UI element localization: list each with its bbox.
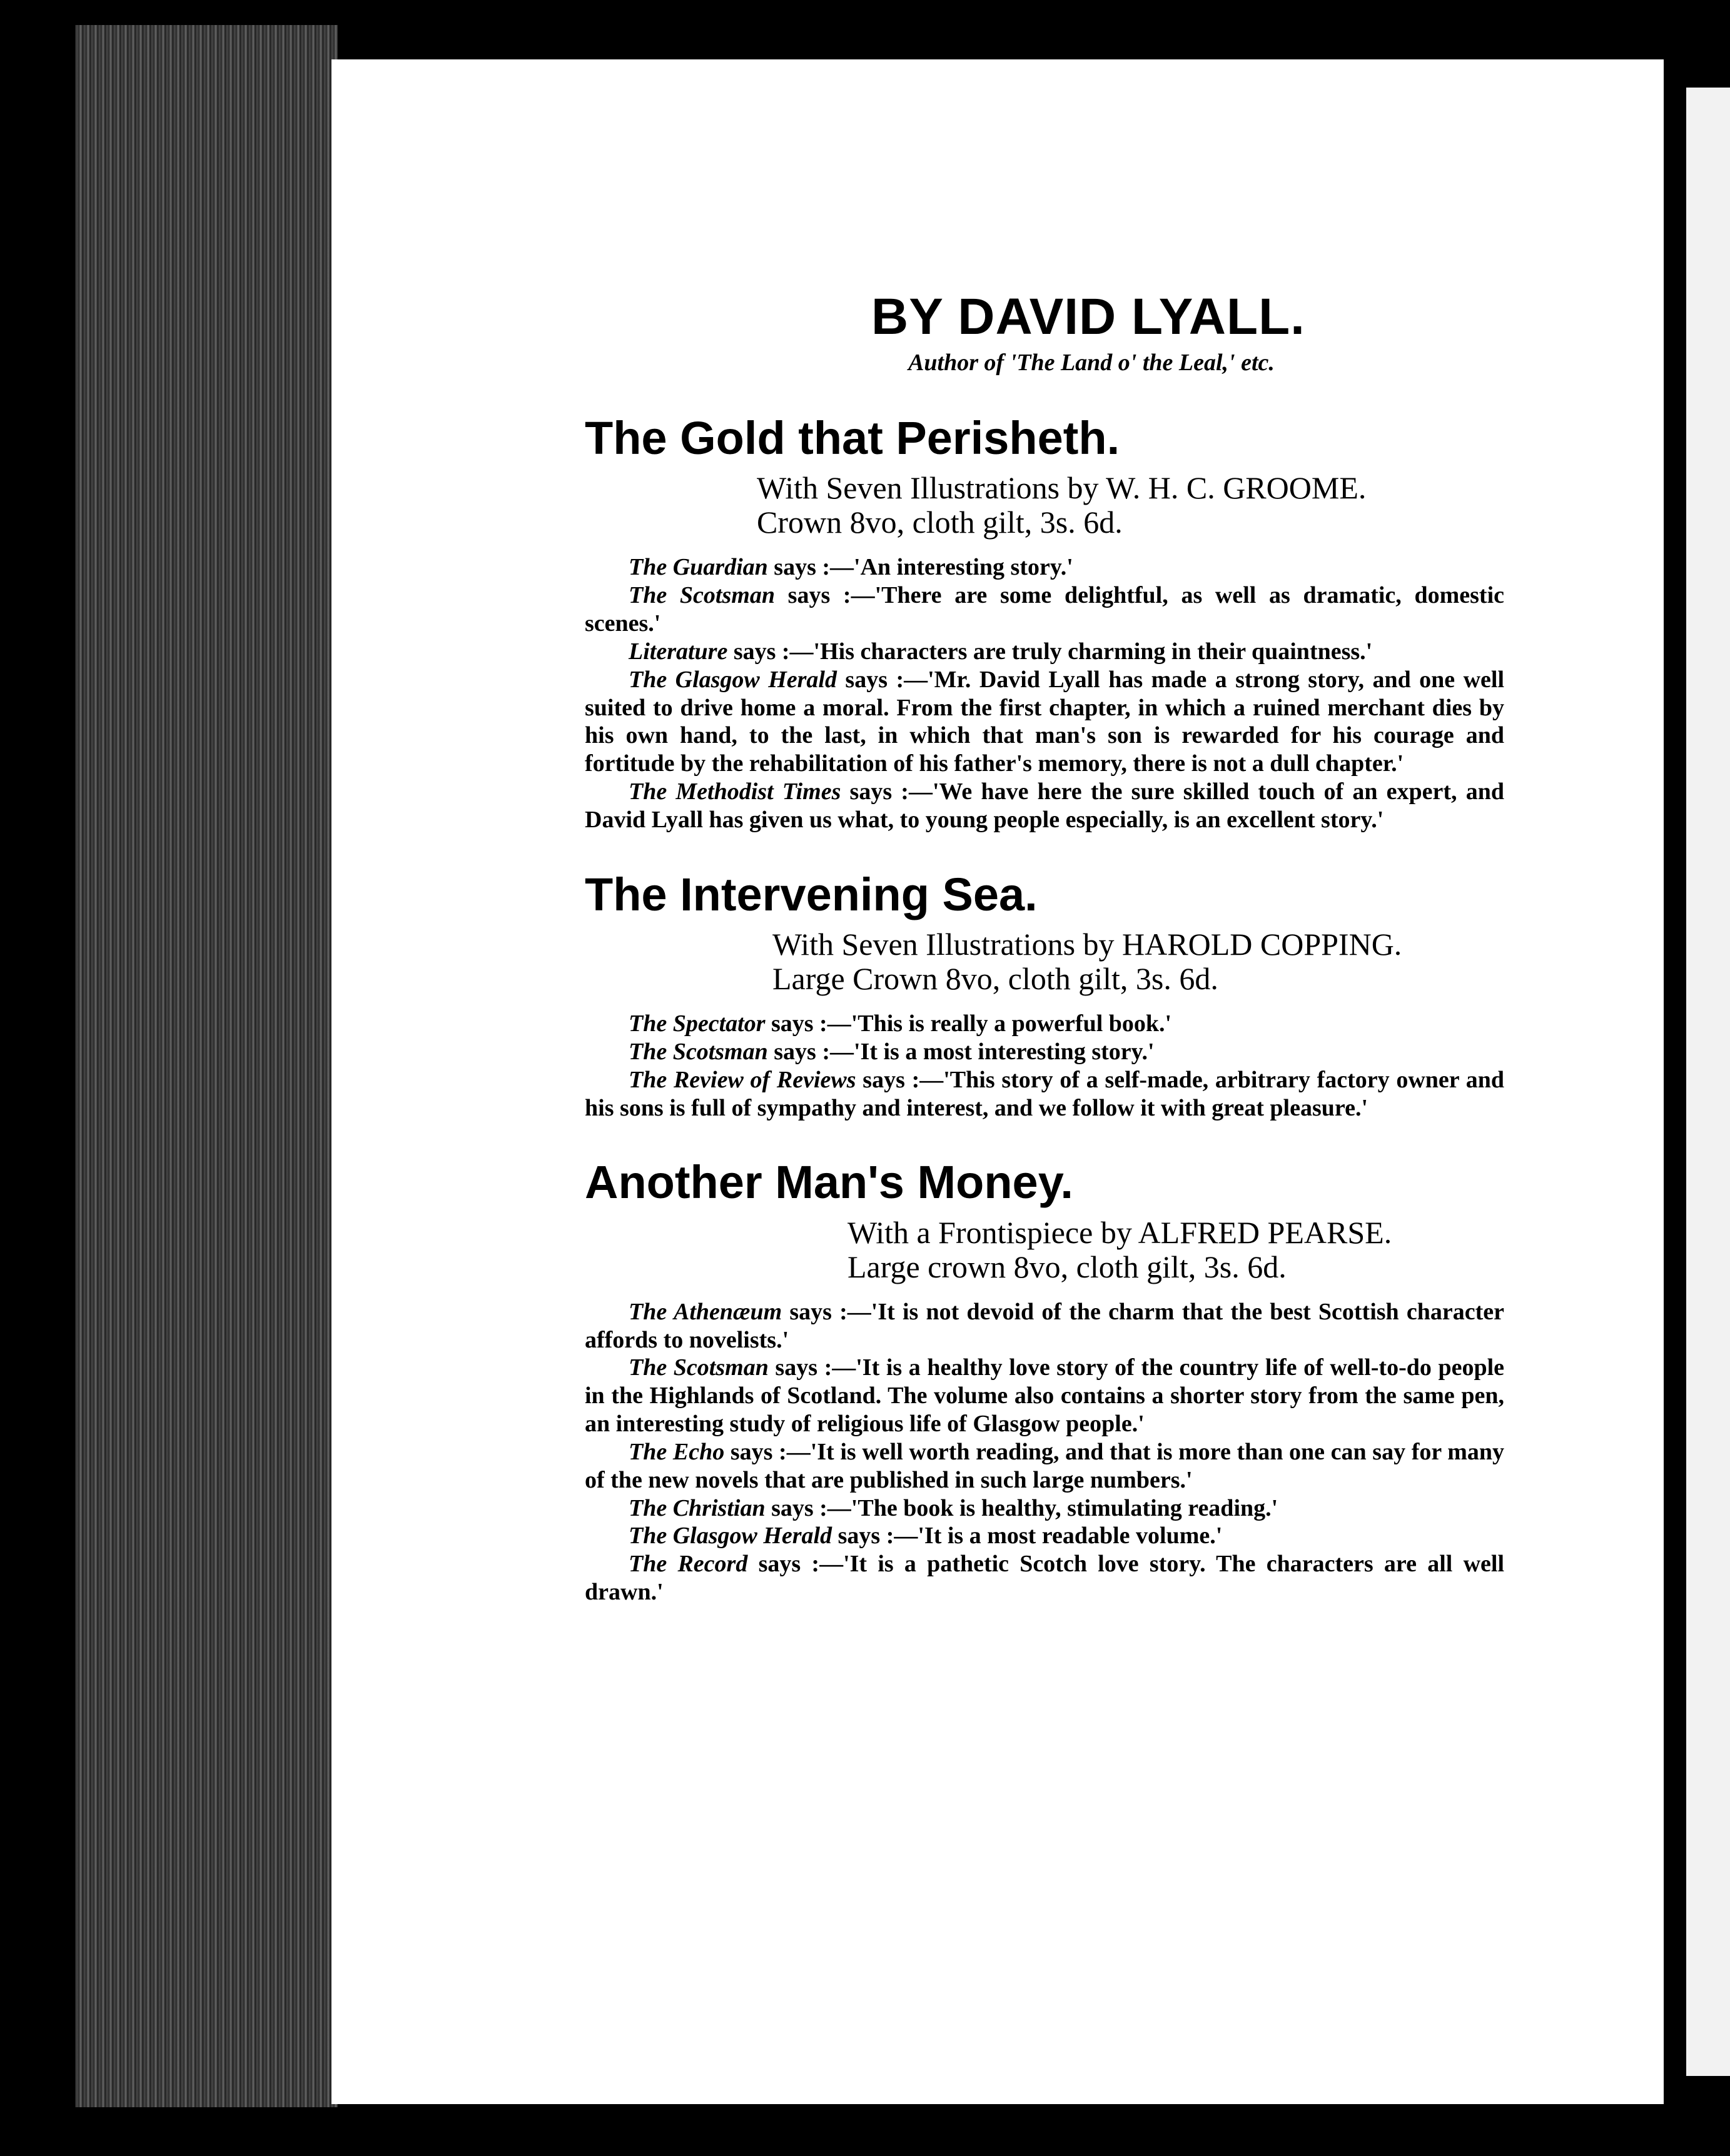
review-source: Literature <box>629 638 728 665</box>
edition-line: Large crown 8vo, cloth gilt, 3s. 6d. <box>847 1249 1287 1284</box>
review <box>585 1066 1504 1122</box>
review <box>585 1438 1504 1494</box>
review-source: The Scotsman <box>629 1038 768 1065</box>
review-source: The Methodist Times <box>629 778 841 805</box>
author-subheading: Author of 'The Land o' the Leal,' etc. <box>908 350 1275 376</box>
review <box>585 666 1504 778</box>
review-text: says :—'We have here the sure skilled touch of an expert, and David Lyall has given us what, to young people especially, is an excellent story.' <box>585 778 1504 833</box>
edition-info <box>585 1216 1504 1284</box>
review-source: The Echo <box>629 1438 725 1465</box>
book-entry <box>585 413 1504 834</box>
review <box>585 582 1504 638</box>
book-page-edges <box>75 25 338 2107</box>
review <box>585 1550 1504 1606</box>
review-text: says :—'The book is healthy, stimulating reading.' <box>765 1494 1278 1521</box>
review-text: says :—'It is well worth reading, and that is more than one can say for many of the new novels that are published in such large numbers.' <box>585 1438 1504 1493</box>
edition-line: With Seven Illustrations by HAROLD COPPING. <box>772 927 1402 962</box>
review-text: says :—'Mr. David Lyall has made a strong story, and one well suited to drive home a moral. From the first chapter, in which a ruined merchant dies by his own hand, to the last, in which that man's son is rewarded for his courage and fortitude by the rehabilitation of his father's memory, there is not a dull chapter.' <box>585 666 1505 777</box>
review-text: says :—'This is really a powerful book.' <box>765 1010 1172 1037</box>
review-source: The Christian <box>629 1494 766 1521</box>
review-source: The Scotsman <box>629 1354 769 1381</box>
edition-line: Crown 8vo, cloth gilt, 3s. 6d. <box>757 505 1123 540</box>
review-text: says :—'There are some delightful, as well as dramatic, domestic scenes.' <box>585 582 1504 637</box>
review-text: says :—'This story of a self-made, arbitrary factory owner and his sons is full of sympathy and interest, and we follow it with great pleasure.' <box>585 1066 1504 1121</box>
book-title: The Gold that Perisheth. <box>585 412 1120 464</box>
book-title: Another Man's Money. <box>585 1156 1073 1209</box>
review <box>585 553 1504 582</box>
edition-line: With Seven Illustrations by W. H. C. GROOME. <box>757 470 1367 506</box>
review <box>585 1494 1504 1523</box>
review <box>585 1298 1504 1354</box>
review-text: says :—'It is a most readable volume.' <box>832 1523 1223 1549</box>
page-content <box>585 288 1504 1641</box>
review <box>585 638 1504 666</box>
review <box>585 778 1504 834</box>
review <box>585 1522 1504 1550</box>
review-source: The Glasgow Herald <box>629 1523 832 1549</box>
review-source: The Scotsman <box>629 582 775 609</box>
book-title: The Intervening Sea. <box>585 868 1038 920</box>
facing-page-edge <box>1682 88 1730 2076</box>
review-text: says :—'His characters are truly charming in their quaintness.' <box>727 638 1373 665</box>
review-source: The Record <box>629 1551 748 1578</box>
review <box>585 1354 1504 1438</box>
edition-line: With a Frontispiece by ALFRED PEARSE. <box>847 1214 1392 1250</box>
review-text: says :—'It is a healthy love story of the country life of well-to-do people in the Highlands of Scotland. The volume also contains a shorter story from the same pen, an interesting study of religious life of Glasgow people.' <box>585 1354 1504 1438</box>
review <box>585 1010 1504 1038</box>
review-text: says :—'It is not devoid of the charm that the best Scottish character affords to novelists.' <box>585 1298 1504 1353</box>
edition-line: Large Crown 8vo, cloth gilt, 3s. 6d. <box>772 961 1218 997</box>
review-text: says :—'An interesting story.' <box>767 554 1073 581</box>
review-source: The Review of Reviews <box>629 1066 856 1093</box>
review-source: The Glasgow Herald <box>629 666 837 693</box>
review-source: The Athenæum <box>629 1298 782 1325</box>
review <box>585 1038 1504 1066</box>
book-entry <box>585 1157 1504 1606</box>
author-heading: BY DAVID LYALL. <box>871 288 1305 345</box>
review-source: The Spectator <box>629 1010 766 1037</box>
edition-info <box>585 927 1504 996</box>
review-source: The Guardian <box>629 554 768 581</box>
review-text: says :—'It is a most interesting story.' <box>767 1038 1155 1065</box>
edition-info <box>585 471 1504 540</box>
review-text: says :—'It is a pathetic Scotch love story. The characters are all well drawn.' <box>585 1551 1505 1606</box>
book-entry <box>585 869 1504 1122</box>
